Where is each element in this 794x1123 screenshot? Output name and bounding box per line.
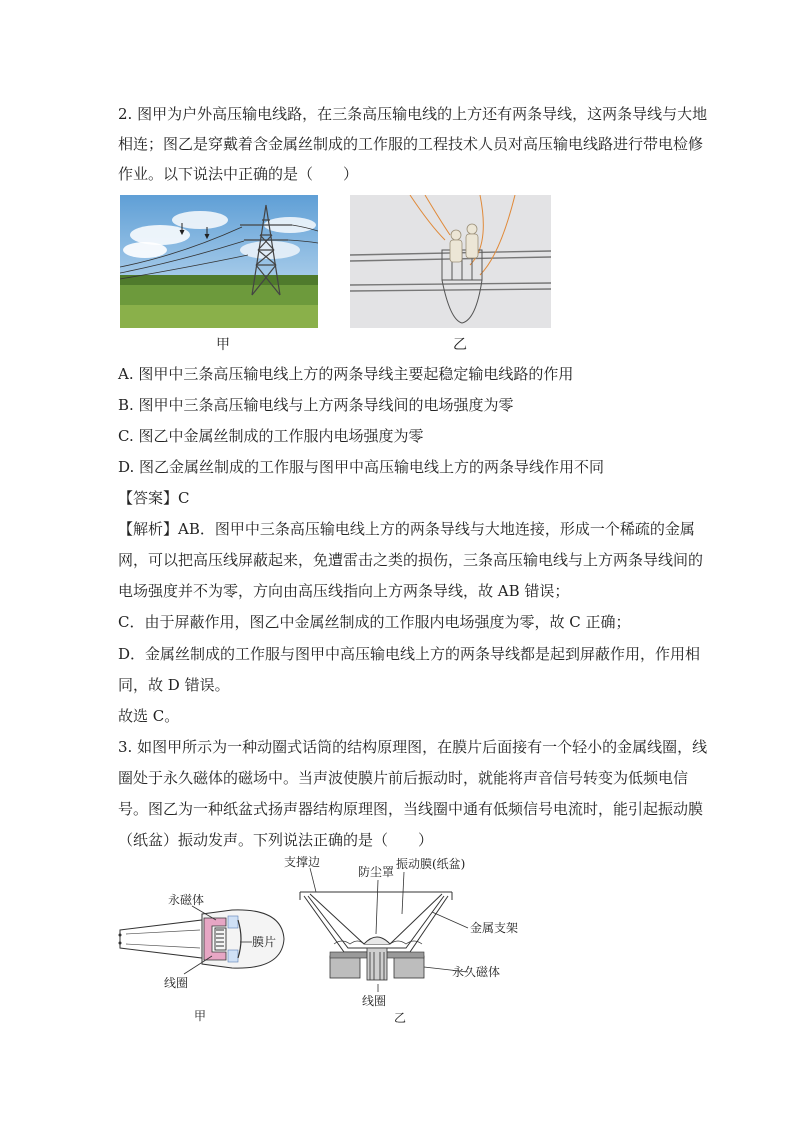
mic-caption: 甲 (194, 1009, 207, 1023)
speaker-label-edge: 支撑边 (284, 855, 321, 869)
speaker-label-coil: 线圈 (362, 994, 387, 1008)
q2-option-a: A. 图甲中三条高压输电线上方的两条导线主要起稳定输电线路的作用 (118, 365, 574, 383)
q2-option-d: D. 图乙金属丝制成的工作服与图甲中高压输电线上方的两条导线作用不同 (118, 458, 605, 476)
q3-stem-line-4: （纸盆）振动发声。下列说法正确的是（ ） (118, 831, 434, 849)
q2-analysis-line-7: 故选 C。 (118, 707, 180, 725)
mic-label-magnet: 永磁体 (168, 893, 205, 907)
speaker-label-magnet: 永久磁体 (452, 965, 501, 979)
q2-stem-line-1: 2. 图甲为户外高压输电线路，在三条高压输电线的上方还有两条导线，这两条导线与大地 (118, 105, 708, 123)
photo-transmission-tower (120, 195, 318, 328)
q2-option-c: C. 图乙中金属丝制成的工作服内电场强度为零 (118, 427, 424, 445)
mic-label-diaphragm: 膜片 (252, 935, 277, 949)
q2-analysis-line-3: 电场强度并不为零，方向由高压线指向上方两条导线，故 AB 错误； (118, 582, 570, 600)
speaker-label-cone: 振动膜(纸盆) (396, 857, 466, 871)
photo-live-line-worker (350, 195, 551, 328)
speaker-label-dust-cap: 防尘罩 (358, 865, 395, 879)
speaker-caption: 乙 (394, 1011, 407, 1024)
q3-stem-line-2: 圈处于永久磁体的磁场中。当声波使膜片前后振动时，就能将声音信号转变为低频电信 (118, 769, 689, 787)
q2-stem-line-3: 作业。以下说法中正确的是（ ） (118, 165, 359, 183)
speaker-diagram (282, 852, 542, 1024)
q2-option-b: B. 图甲中三条高压输电线与上方两条导线间的电场强度为零 (118, 396, 514, 414)
q2-answer: 【答案】C (118, 489, 190, 507)
q2-analysis-line-4: C．由于屏蔽作用，图乙中金属丝制成的工作服内电场强度为零，故 C 正确； (118, 613, 631, 631)
q2-analysis-line-1: 【解析】AB．图甲中三条高压输电线上方的两条导线与大地连接，形成一个稀疏的金属 (118, 520, 695, 538)
q2-stem-line-2: 相连；图乙是穿戴着含金属丝制成的工作服的工程技术人员对高压输电线路进行带电检修 (118, 135, 704, 153)
mic-label-coil: 线圈 (164, 976, 189, 990)
q3-stem-line-3: 号。图乙为一种纸盆式扬声器结构原理图，当线圈中通有低频信号电流时，能引起振动膜 (118, 800, 704, 818)
q2-fig-caption-b: 乙 (453, 337, 467, 353)
q2-fig-caption-a: 甲 (216, 337, 230, 353)
q2-analysis-line-6: 同，故 D 错误。 (118, 676, 230, 694)
q2-analysis-line-2: 网，可以把高压线屏蔽起来，免遭雷击之类的损伤，三条高压输电线与上方两条导线间的 (118, 551, 704, 569)
q3-stem-line-1: 3. 如图甲所示为一种动圈式话筒的结构原理图，在膜片后面接有一个轻小的金属线圈，线 (118, 738, 708, 756)
speaker-label-frame: 金属支架 (470, 921, 519, 935)
q2-analysis-line-5: D．金属丝制成的工作服与图甲中高压输电线上方的两条导线都是起到屏蔽作用，作用相 (118, 645, 701, 663)
microphone-diagram (112, 890, 292, 1025)
